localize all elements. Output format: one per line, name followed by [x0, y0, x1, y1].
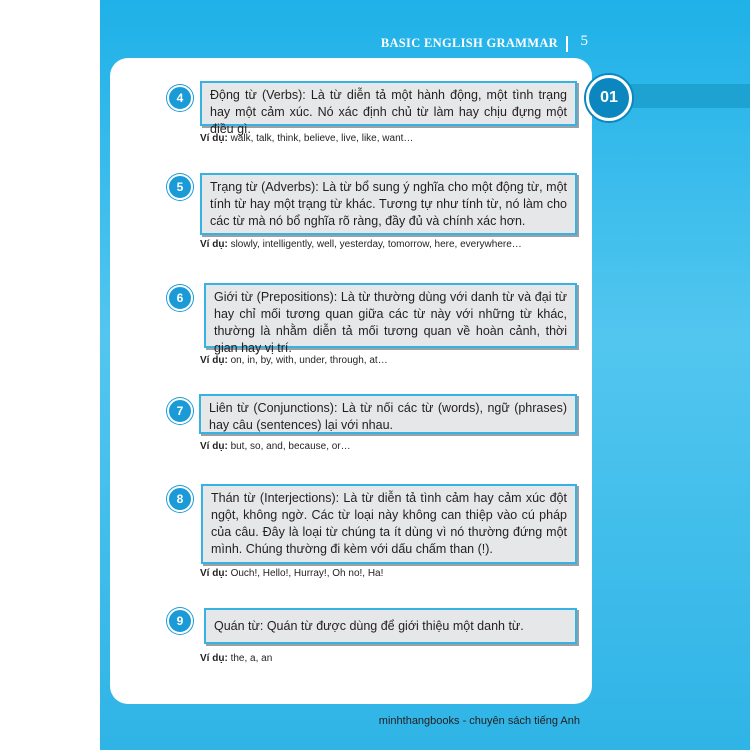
example-line	[200, 441, 351, 452]
header-divider	[566, 36, 568, 52]
example-text: slowly, intelligently, well, yesterday, tomorrow, here, everywhere…	[230, 239, 522, 250]
publisher-footer: minhthangbooks - chuyên sách tiếng Anh	[378, 715, 580, 727]
page-number: 5	[580, 33, 588, 49]
example-text: the, a, an	[230, 653, 273, 664]
example-text: but, so, and, because, or…	[230, 441, 351, 452]
item-number-badge: 8	[167, 486, 193, 512]
example-label: Ví dụ:	[200, 441, 228, 452]
example-text: Ouch!, Hello!, Hurray!, Oh no!, Ha!	[230, 568, 384, 579]
example-label: Ví dụ:	[200, 568, 228, 579]
chapter-badge: 01	[586, 75, 632, 121]
definition-box-interjections: Thán từ (Interjections): Là từ diễn tả tình cảm hay cảm xúc đột ngột, không ngờ. Các từ loại này không can thiệp vào cú pháp của câu. Đây là loại từ chúng ta ít dùng vì nó thường đứng một mình. Chúng thường đi kèm với dấu chấm than (!).	[201, 484, 577, 564]
example-line	[200, 568, 383, 579]
example-label: Ví dụ:	[200, 133, 228, 144]
running-header	[100, 30, 600, 58]
example-line	[200, 239, 522, 250]
example-label: Ví dụ:	[200, 239, 228, 250]
example-line	[200, 133, 413, 144]
example-text: on, in, by, with, under, through, at…	[230, 355, 388, 366]
item-number-badge: 7	[167, 398, 193, 424]
definition-box-verbs: Động từ (Verbs): Là từ diễn tả một hành động, một tình trạng hay một cảm xúc. Nó xác định chủ từ làm hay chịu đựng một điều gì.	[200, 81, 577, 126]
example-label: Ví dụ:	[200, 653, 228, 664]
example-line	[200, 653, 272, 664]
item-number-badge: 9	[167, 608, 193, 634]
example-line	[200, 355, 388, 366]
book-title: BASIC ENGLISH GRAMMAR	[380, 36, 558, 50]
definition-box-articles: Quán từ: Quán từ được dùng để giới thiệu một danh từ.	[204, 608, 577, 644]
item-number-badge: 4	[167, 85, 193, 111]
item-number-badge: 5	[167, 174, 193, 200]
example-label: Ví dụ:	[200, 355, 228, 366]
definition-box-adverbs: Trạng từ (Adverbs): Là từ bổ sung ý nghĩa cho một động từ, một tính từ hay một trạng từ khác. Tương tự như tính từ, nó làm cho các từ mà nó bổ nghĩa rõ ràng, đầy đủ và chính xác hơn.	[200, 173, 577, 235]
example-text: walk, talk, think, believe, live, like, want…	[230, 133, 414, 144]
definition-box-conjunctions: Liên từ (Conjunctions): Là từ nối các từ (words), ngữ (phrases) hay câu (sentences) lại với nhau.	[199, 394, 577, 434]
definition-box-prepositions: Giới từ (Prepositions): Là từ thường dùng với danh từ và đại từ hay chỉ mối tương quan giữa các từ này với những từ khác, thường là nhằm diễn tả mối tương quan về hoàn cảnh, thời gian hay vị trí.	[204, 283, 577, 348]
item-number-badge: 6	[167, 285, 193, 311]
